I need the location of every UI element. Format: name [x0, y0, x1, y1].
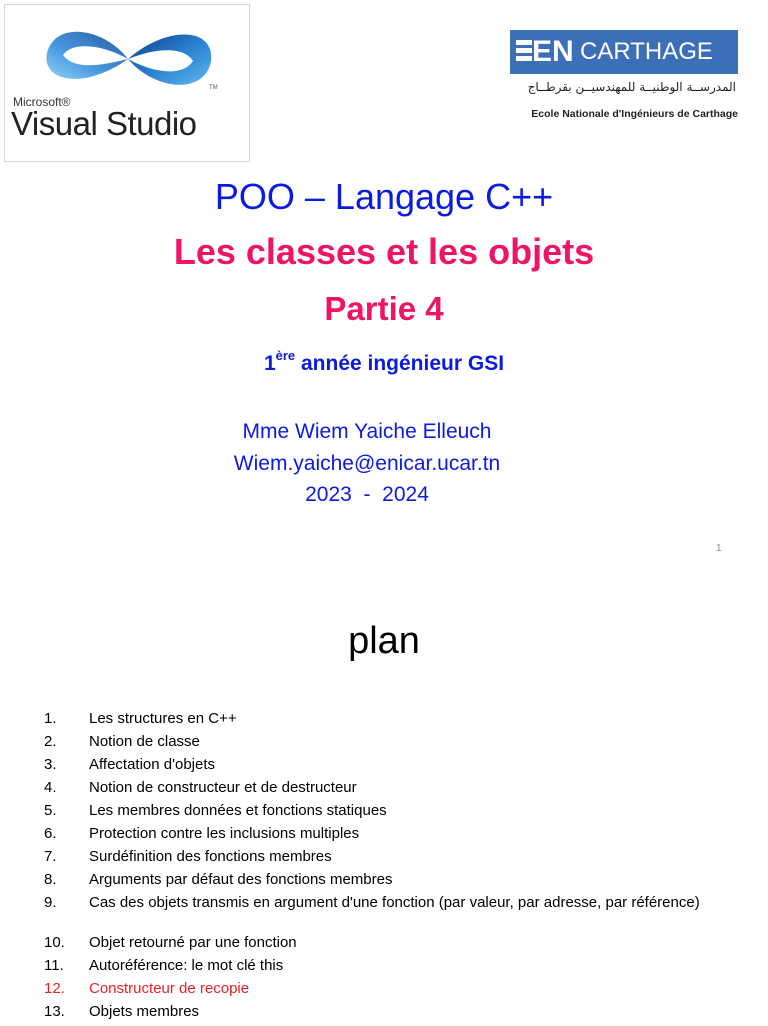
list-item-text: Objets membres [89, 1003, 200, 1020]
list-item [44, 825, 734, 848]
list-item-text: Surdéfinition des fonctions membres [89, 848, 332, 865]
list-item [44, 894, 734, 934]
list-item-number: 9. [44, 894, 57, 911]
author-name: Mme Wiem Yaiche Elleuch [242, 420, 492, 443]
list-item-number: 12. [44, 980, 65, 997]
list-item-text: Arguments par défaut des fonctions membres [89, 871, 393, 888]
list-item-text: Protection contre les inclusions multiples [89, 825, 360, 842]
part-title: Partie 4 [324, 290, 444, 327]
slide-2 [0, 576, 768, 1024]
enicarthage-logo [510, 30, 738, 130]
list-item-current [44, 980, 734, 1003]
enicarthage-banner [510, 30, 738, 74]
list-item-text: Autoréférence: le mot clé this [89, 957, 284, 974]
list-item-number: 7. [44, 848, 57, 865]
year-rest: année ingénieur GSI [295, 352, 505, 375]
academic-year: 2023 - 2024 [305, 483, 429, 506]
enicarthage-en-label: EN [532, 35, 574, 68]
school-french-name: Ecole Nationale d'Ingénieurs de Carthage [531, 108, 738, 120]
school-arabic-name: المدرســة الوطنيــة للمهندسيــن بقرطــاج [527, 80, 736, 94]
chapter-title: Les classes et les objets [173, 231, 595, 272]
infinity-icon [33, 19, 223, 99]
list-item-text: Constructeur de recopie [89, 980, 250, 997]
year-superscript: ère [275, 348, 296, 363]
equals-bars-icon [516, 40, 532, 64]
list-item-text: Notion de classe [89, 733, 200, 750]
list-item [44, 934, 734, 957]
list-item [44, 779, 734, 802]
author-email: Wiem.yaiche@enicar.ucar.tn [233, 452, 501, 475]
list-item-text: Affectation d'objets [89, 756, 216, 773]
list-item-number: 10. [44, 934, 65, 951]
list-item [44, 710, 734, 733]
list-item-number: 3. [44, 756, 57, 773]
list-item-text: Les membres données et fonctions statiques [89, 802, 387, 819]
microsoft-label: Microsoft® [13, 95, 71, 109]
list-item-text: Notion de constructeur et de destructeur [89, 779, 357, 796]
list-item-text: Les structures en C++ [89, 710, 237, 727]
svg-text:TM: TM [209, 85, 218, 91]
list-item [44, 871, 734, 894]
course-title: POO – Langage C++ [214, 176, 554, 217]
plan-list [44, 710, 734, 1026]
visual-studio-logo [4, 4, 250, 162]
list-item [44, 848, 734, 871]
list-item-number: 2. [44, 733, 57, 750]
list-item [44, 1003, 734, 1026]
year-number: 1 [263, 352, 276, 375]
study-year [0, 348, 768, 376]
list-item-number: 4. [44, 779, 57, 796]
enicarthage-carthage-label: CARTHAGE [580, 38, 713, 65]
list-item-number: 8. [44, 871, 57, 888]
list-item-number: 6. [44, 825, 57, 842]
list-item-number: 13. [44, 1003, 65, 1020]
list-item-text: Objet retourné par une fonction [89, 934, 297, 951]
plan-title: plan [348, 620, 420, 662]
slide-number: 1 [716, 543, 722, 554]
list-item-text: Cas des objets transmis en argument d'une fonction (par valeur, par adresse, par référence) [89, 894, 700, 911]
list-item [44, 957, 734, 980]
list-item-number: 5. [44, 802, 57, 819]
list-item-number: 11. [44, 957, 64, 974]
list-item [44, 756, 734, 779]
visual-studio-label: Visual Studio [11, 105, 197, 142]
list-item [44, 802, 734, 825]
list-item [44, 733, 734, 756]
list-item-number: 1. [44, 710, 57, 727]
